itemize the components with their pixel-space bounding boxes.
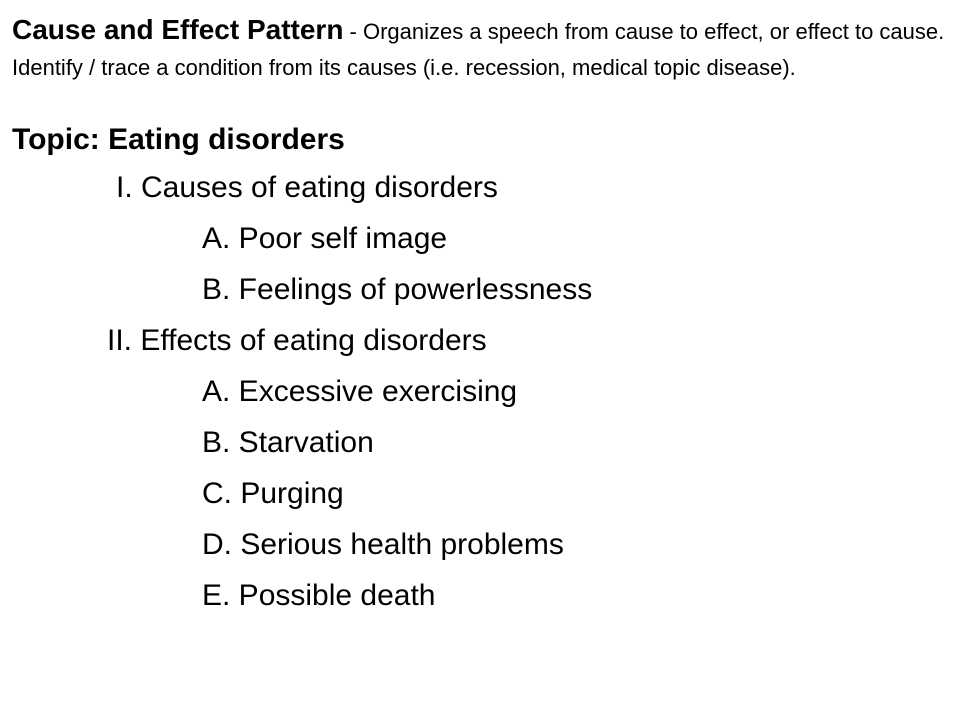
outline-item-possible-death: E. Possible death (202, 579, 436, 612)
outline-item-excessive-exercising: A. Excessive exercising (202, 375, 518, 408)
outline-item-purging: C. Purging (202, 477, 344, 510)
slide (12, 12, 948, 621)
definition-paragraph (12, 12, 948, 86)
outline-item-causes: I. Causes of eating disorders (116, 171, 498, 204)
outline-item-health-problems: D. Serious health problems (202, 528, 564, 561)
outline-list (12, 162, 948, 621)
outline-item-poor-self-image: A. Poor self image (202, 222, 448, 255)
outline-item-powerlessness: B. Feelings of powerlessness (202, 273, 593, 306)
topic-heading: Topic: Eating disorders (12, 123, 345, 156)
outline-item-starvation: B. Starvation (202, 426, 374, 459)
outline-item-effects: II. Effects of eating disorders (107, 324, 487, 357)
definition-description: - Organizes a speech from cause to effect, or effect to cause. Identify / trace a condition from its causes (i.e. recession, medical topic disease). (12, 19, 945, 80)
definition-term: Cause and Effect Pattern (12, 14, 344, 45)
